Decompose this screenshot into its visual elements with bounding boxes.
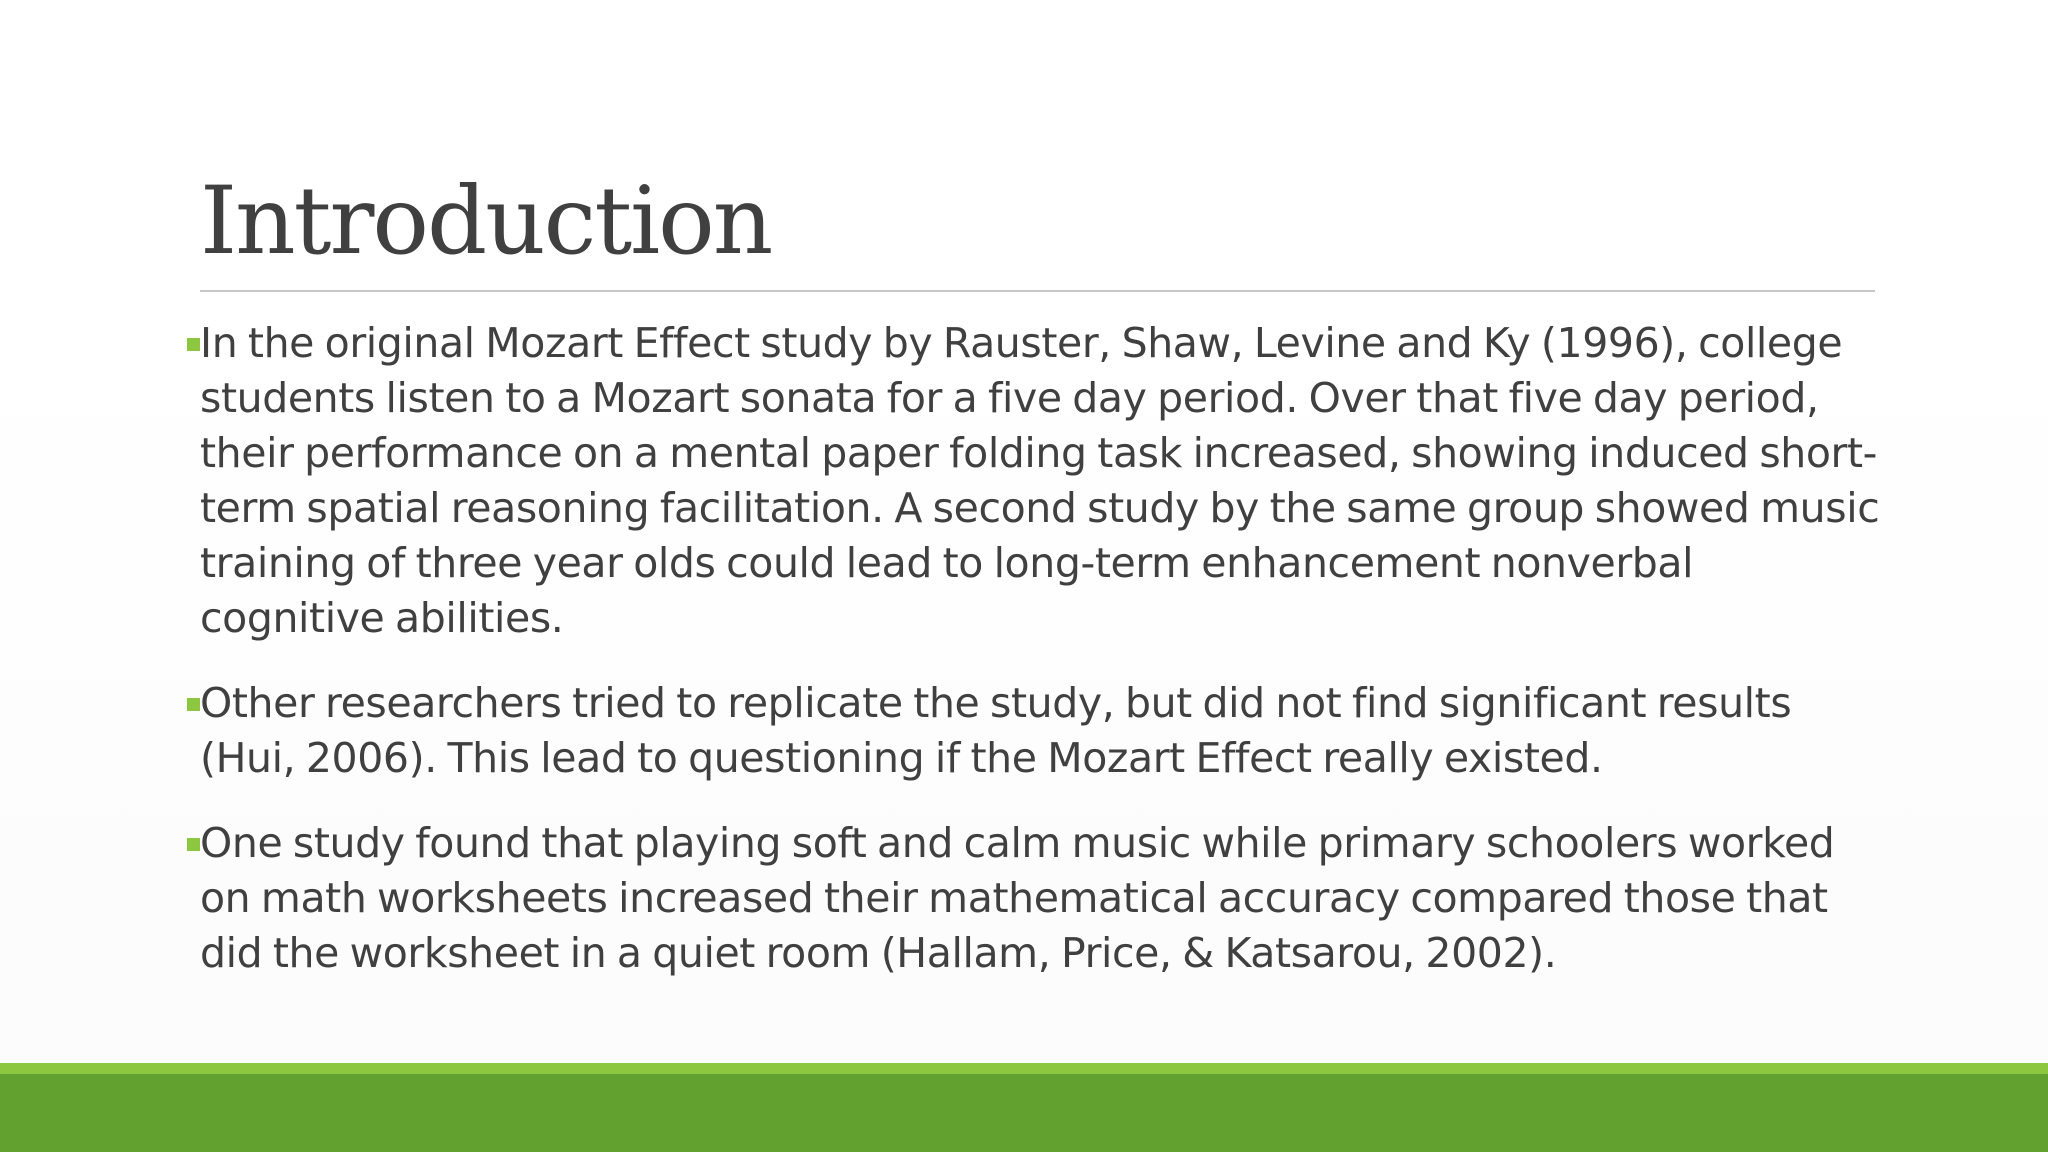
footer-accent-stripe	[0, 1063, 2048, 1074]
square-bullet-icon	[187, 338, 200, 351]
slide-title: Introduction	[200, 167, 772, 276]
bullet-text: In the original Mozart Effect study by Rauster, Shaw, Levine and Ky (1996), college students listen to a Mozart sonata for a five day period. Over that five day period, their performance on a mental paper folding task increased, showing induced short-term spatial reasoning facilitation. A second study by the same group showed music training of three year olds could lead to long-term enhancement nonverbal cognitive abilities.	[200, 319, 1880, 642]
bullet-item	[200, 816, 1880, 981]
bullet-list	[200, 316, 1880, 1011]
bullet-item	[200, 316, 1880, 646]
bullet-text: One study found that playing soft and calm music while primary schoolers worked on math worksheets increased their mathematical accuracy compared those that did the worksheet in a quiet room (Hallam, Price, & Katsarou, 2002).	[200, 819, 1835, 977]
square-bullet-icon	[187, 838, 200, 851]
square-bullet-icon	[187, 698, 200, 711]
bullet-text: Other researchers tried to replicate the study, but did not find significant results (Hui, 2006). This lead to questioning if the Mozart Effect really existed.	[200, 679, 1792, 782]
bullet-item	[200, 676, 1880, 786]
title-divider	[200, 290, 1875, 292]
footer-bar	[0, 1074, 2048, 1152]
